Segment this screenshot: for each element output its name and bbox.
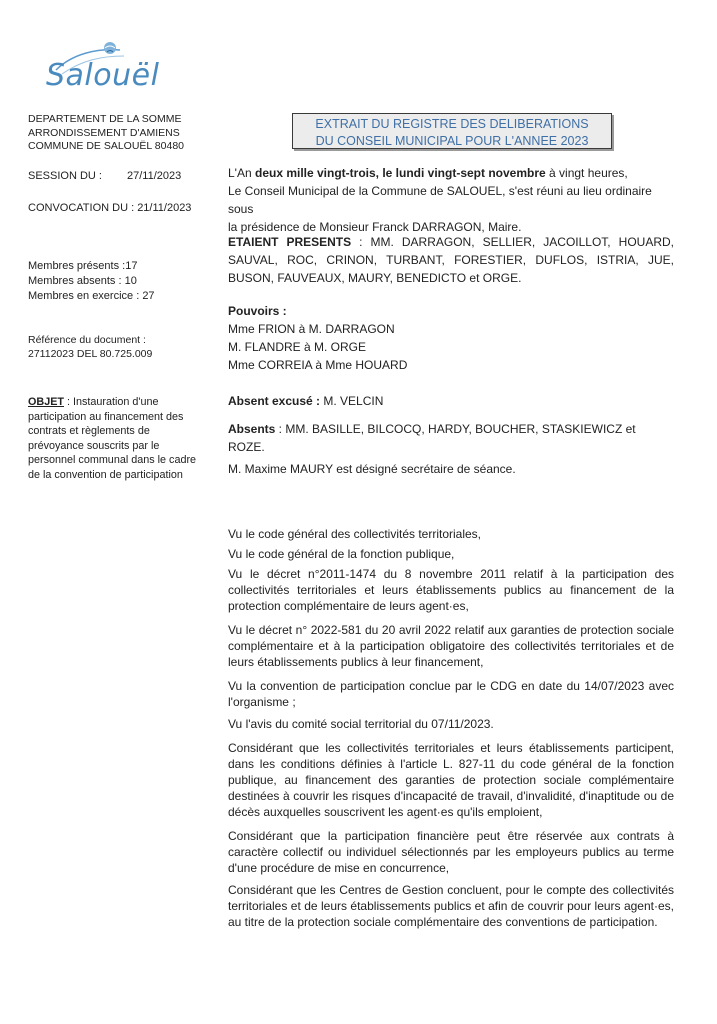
excuse-text: M. VELCIN <box>320 394 384 408</box>
logo-globe-icon <box>102 40 118 56</box>
intro-date: deux mille vingt-trois, le lundi vingt-sept novembre <box>254 166 546 180</box>
dept-line: DEPARTEMENT DE LA SOMME <box>28 113 182 125</box>
considerant-item: Considérant que les Centres de Gestion concluent, pour le compte des collectivités territoriales et de leurs établissements publics et afin de couvrir pour leurs agent·es, au titre de la protection sociale complémentaire des conventions de participation. <box>228 883 674 929</box>
logo-text: Salouël <box>46 58 160 93</box>
presents-label: ETAIENT PRESENTS <box>228 235 352 249</box>
session-intro <box>228 164 674 236</box>
register-title-box <box>292 113 612 149</box>
reference-label: Référence du document : <box>28 334 146 346</box>
vu-item: Vu l'avis du comité social territorial du 07/11/2023. <box>228 717 494 731</box>
intro-time: à vingt heures, <box>545 166 628 180</box>
intro-line-2: Le Conseil Municipal de la Commune de SALOUEL, s'est réuni au lieu ordinaire sous <box>228 184 652 216</box>
session-value: 27/11/2023 <box>127 170 182 182</box>
pouvoirs-label: Pouvoirs : <box>228 304 287 318</box>
title-line-2: DU CONSEIL MUNICIPAL POUR L'ANNEE 2023 <box>315 134 589 148</box>
members-block <box>28 259 155 304</box>
secretaire-line: M. Maxime MAURY est désigné secrétaire de séance. <box>228 462 516 476</box>
intro-line-3: la présidence de Monsieur Franck DARRAGON, Maire. <box>228 220 522 234</box>
intro-prefix: L'An <box>228 166 255 180</box>
presents-text: : MM. DARRAGON, SELLIER, JACOILLOT, HOUARD, SAUVAL, ROC, CRINON, TURBANT, FORESTIER, DUFLOS, ISTRIA, JUE, BUSON, FAUVEAUX, MAURY, BENEDICTO et ORGE. <box>228 235 674 285</box>
considerant-item: Considérant que la participation financière peut être réservée aux contrats à caractère collectif ou individuel sélectionnés par les employeurs publics au terme d'une procédure de mise en concurrence, <box>228 829 674 875</box>
absents-text: : MM. BASILLE, BILCOCQ, HARDY, BOUCHER, STASKIEWICZ et ROZE. <box>228 422 636 454</box>
vu-item: Vu le code général de la fonction publique, <box>228 547 455 561</box>
objet-text: : Instauration d'une participation au financement des contrats et règlements de prévoyance souscrits par le personnel communal dans le cadre de la convention de participation <box>28 396 197 481</box>
session-row <box>28 170 182 182</box>
reference-block <box>28 333 152 361</box>
pouvoir-item: Mme CORREIA à Mme HOUARD <box>228 358 408 372</box>
vu-item: Vu le décret n°2011-1474 du 8 novembre 2011 relatif à la participation des collectivités territoriales et leurs établissements publics au financement de la protection complémentaire de leurs agent·es, <box>228 567 674 613</box>
pouvoirs-block <box>228 302 674 374</box>
presents-paragraph <box>228 233 674 287</box>
vu-item: Vu la convention de participation conclue par le CDG en date du 14/07/2023 avec l'organisme ; <box>228 679 674 709</box>
title-line-1: EXTRAIT DU REGISTRE DES DELIBERATIONS <box>315 117 589 131</box>
dept-line: ARRONDISSEMENT D'AMIENS <box>28 126 180 139</box>
dept-line: COMMUNE DE SALOUËL 80480 <box>28 140 184 152</box>
excuse-line <box>228 392 674 410</box>
absents-line <box>228 420 674 456</box>
vu-item: Vu le décret n° 2022-581 du 20 avril 2022 relatif aux garanties de protection sociale complémentaire et à la participation obligatoire des collectivités territoriales et de leurs établissements publics à leur financement, <box>228 623 674 669</box>
reference-value: 27112023 DEL 80.725.009 <box>28 348 153 360</box>
vu-item: Vu le code général des collectivités territoriales, <box>228 527 482 541</box>
considerant-item: Considérant que les collectivités territoriales et leurs établissements participent, dans les conditions définies à l'article L. 827-11 du code général de la fonction publique, au financement des garanties de protection sociale complémentaire destinées à couvrir les risques d'incapacité de travail, d'invalidité, d'inaptitude ou de décès auxquelles souscrivent les agent·es qu'ils emploient, <box>228 741 674 819</box>
pouvoir-item: M. FLANDRE à M. ORGE <box>228 340 367 354</box>
commune-logo <box>42 40 172 100</box>
objet-label: OBJET <box>28 396 64 408</box>
members-total: Membres en exercice : 27 <box>28 290 155 302</box>
pouvoir-item: Mme FRION à M. DARRAGON <box>228 322 395 336</box>
members-present: Membres présents :17 <box>28 260 138 272</box>
excuse-label: Absent excusé : <box>228 394 321 408</box>
absents-label: Absents <box>228 422 276 436</box>
session-label: SESSION DU : <box>28 170 102 182</box>
members-absent: Membres absents : 10 <box>28 275 137 287</box>
department-block <box>28 113 218 154</box>
convocation-date: CONVOCATION DU : 21/11/2023 <box>28 202 192 214</box>
objet-block <box>28 395 198 483</box>
